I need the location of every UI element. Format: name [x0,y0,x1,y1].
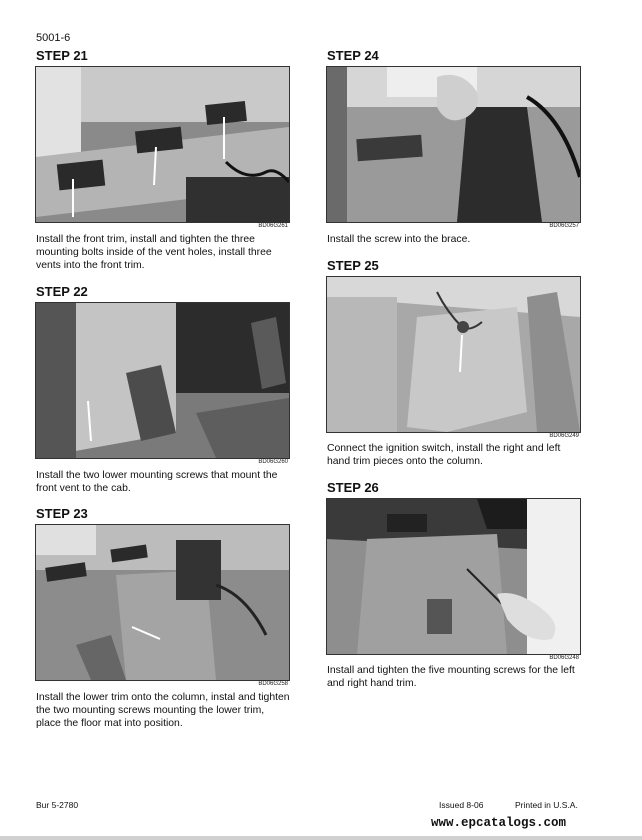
step-22-title: STEP 22 [36,284,88,299]
printed-location: Printed in U.S.A. [515,800,578,810]
doc-number: Bur 5-2780 [36,800,79,810]
step-24-photo [326,66,581,223]
step-24-caption: Install the screw into the brace. [327,234,471,245]
step-25-title: STEP 25 [327,258,379,273]
bottom-bar [0,836,642,840]
step-23-photo [35,524,290,681]
step-22-photo [35,302,290,459]
step-26-photo [326,498,581,655]
watermark-link[interactable]: www.epcatalogs.com [431,816,567,830]
step-24-figure-code: BD06G257 [549,223,579,229]
step-21-caption: Install the front trim, install and tighten the three mounting bolts inside of the vent holes, install three vents into the front trim. [36,234,272,271]
step-21-title: STEP 21 [36,48,88,63]
step-25-caption: Connect the ignition switch, install the right and left hand trim pieces onto the column. [327,443,561,467]
step-23-caption: Install the lower trim onto the column, instal and tighten the two mounting screws mounting the lower trim, place the floor mat into position. [36,692,290,729]
step-22-figure-code: BD06G260 [258,459,288,465]
step-26-figure-code: BD06G248 [549,655,579,661]
step-21-photo [35,66,290,223]
issued-date: Issued 8-06 [439,800,484,810]
step-22-caption: Install the two lower mounting screws that mount the front vent to the cab. [36,470,278,494]
step-23-title: STEP 23 [36,506,88,521]
step-25-figure-code: BD06G249 [549,433,579,439]
step-26-caption: Install and tighten the five mounting screws for the left and right hand trim. [327,665,575,689]
step-26-title: STEP 26 [327,480,379,495]
page-number: 5001-6 [36,32,71,44]
step-25-photo [326,276,581,433]
step-21-figure-code: BD06G261 [258,223,288,229]
step-24-title: STEP 24 [327,48,379,63]
step-23-figure-code: BD06G258 [258,681,288,687]
